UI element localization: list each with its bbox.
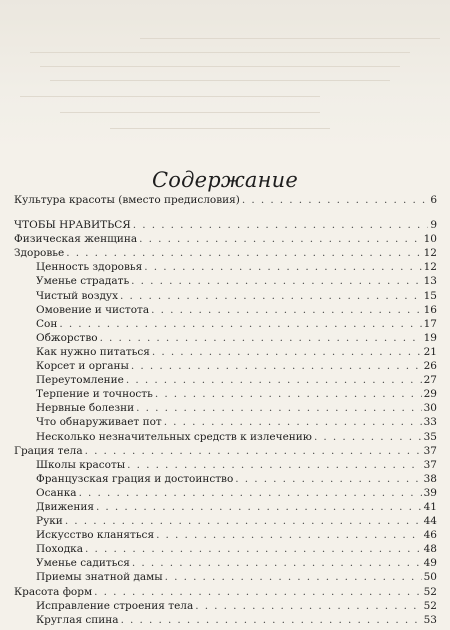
toc-entry[interactable]: [14, 500, 437, 514]
toc-entry[interactable]: [14, 613, 437, 627]
dot-leader: [96, 500, 422, 514]
toc-entry-page: 52: [423, 585, 437, 598]
toc-entry[interactable]: [14, 401, 437, 415]
toc-entry[interactable]: [14, 246, 437, 260]
toc-entry[interactable]: [14, 373, 437, 387]
toc-entry[interactable]: [14, 585, 437, 599]
toc-entry[interactable]: [14, 303, 437, 317]
toc-entry-title: Приемы знатной дамы: [36, 571, 163, 584]
toc-entry-page: 33: [423, 416, 437, 429]
toc-entry-page: 15: [423, 289, 437, 302]
dot-leader: [242, 193, 428, 207]
dot-leader: [65, 514, 422, 528]
dot-leader: [94, 585, 421, 599]
toc-entry-title: Сон: [36, 317, 58, 330]
dot-leader: [151, 303, 421, 317]
dot-leader: [120, 289, 422, 303]
toc-entry-title: Уменье садиться: [36, 557, 130, 570]
toc-entry-page: 44: [423, 515, 437, 528]
dot-leader: [195, 599, 421, 613]
toc-entry-title: Уменье страдать: [36, 275, 130, 288]
toc-entry-title: Осанка: [36, 486, 77, 499]
toc-entry-title: Ценность здоровья: [36, 261, 143, 274]
toc-entry-title: Искусство кланяться: [36, 529, 155, 542]
toc-entry-page: 49: [423, 557, 437, 570]
dot-leader: [136, 401, 421, 415]
dot-leader: [314, 430, 422, 444]
dot-leader: [131, 274, 421, 288]
toc-entry-page: 37: [423, 444, 437, 457]
dot-leader: [66, 246, 421, 260]
toc-entry-page: 46: [423, 529, 437, 542]
toc-entry-page: 26: [423, 360, 437, 373]
toc-entry-title: Исправление строения тела: [36, 599, 194, 612]
toc-entry-page: 16: [423, 303, 437, 316]
dot-leader: [164, 415, 422, 429]
toc-entry[interactable]: [14, 556, 437, 570]
dot-leader: [144, 260, 421, 274]
toc-entry-page: 12: [423, 261, 437, 274]
toc-entry-title: Несколько незначительных средств к излечению: [36, 430, 312, 443]
dot-leader: [85, 444, 422, 458]
toc-entry[interactable]: [14, 444, 437, 458]
toc-entry[interactable]: [14, 472, 437, 486]
dot-leader: [131, 359, 422, 373]
toc-entry-page: 30: [423, 402, 437, 415]
toc-entry[interactable]: [14, 486, 437, 500]
toc-entry[interactable]: [14, 274, 437, 288]
show-through-background: [0, 0, 450, 150]
toc-entry[interactable]: [14, 570, 437, 584]
toc-entry-title: Походка: [36, 543, 84, 556]
toc-entry-page: 38: [423, 472, 437, 485]
toc-entry-title: Что обнаруживает пот: [36, 416, 162, 429]
toc-entry[interactable]: [14, 359, 437, 373]
toc-entry[interactable]: [14, 514, 437, 528]
dot-leader: [133, 218, 429, 232]
toc-entry-title: Руки: [36, 515, 63, 528]
page-title: Содержание: [151, 168, 299, 192]
toc-entry[interactable]: [14, 232, 437, 246]
toc-entry-page: 41: [423, 500, 437, 513]
toc-entry-title: Обжорство: [36, 331, 98, 344]
dot-leader: [100, 331, 422, 345]
dot-leader: [152, 345, 422, 359]
dot-leader: [85, 542, 422, 556]
toc-entry[interactable]: [14, 289, 437, 303]
dot-leader: [121, 613, 422, 627]
toc-entry-title: Культура красоты (вместо предисловия): [14, 194, 240, 206]
toc-entry[interactable]: [14, 599, 437, 613]
dot-leader: [79, 486, 422, 500]
toc-entry-page: 21: [423, 345, 437, 358]
toc-entry-page: 48: [423, 543, 437, 556]
toc-entry-title: Нервные болезни: [36, 402, 135, 415]
dot-leader: [132, 556, 422, 570]
toc-entry[interactable]: [14, 387, 437, 401]
toc-entry-page: 50: [423, 571, 437, 584]
dot-leader: [127, 458, 421, 472]
dot-leader: [155, 387, 422, 401]
toc-entry-title: Движения: [36, 500, 94, 513]
toc-entry-title: Круглая спина: [36, 613, 119, 626]
toc-entry-page: 6: [430, 194, 437, 206]
toc-entry-page: 13: [423, 275, 437, 288]
toc-entry-page: 17: [423, 317, 437, 330]
toc-entry[interactable]: [14, 458, 437, 472]
toc-entry[interactable]: [14, 528, 437, 542]
dot-leader: [126, 373, 422, 387]
dot-leader: [59, 317, 421, 331]
toc-entry-page: 37: [423, 458, 437, 471]
toc-entry[interactable]: [14, 193, 437, 207]
toc-entry-page: 53: [423, 613, 437, 626]
toc-entry-title: Красота форм: [14, 585, 93, 598]
table-of-contents: [14, 193, 437, 627]
toc-entry-title: Корсет и органы: [36, 360, 129, 373]
toc-entry-page: 27: [423, 374, 437, 387]
toc-entry-title: Омовение и чистота: [36, 303, 150, 316]
toc-entry[interactable]: [14, 415, 437, 429]
toc-entry-title: Физическая женщина: [14, 233, 138, 246]
toc-entry-page: 10: [423, 233, 437, 246]
toc-entry-page: 19: [423, 331, 437, 344]
toc-entry[interactable]: [14, 260, 437, 274]
toc-entry-title: Здоровье: [14, 247, 65, 260]
toc-entry-page: 52: [423, 599, 437, 612]
toc-entry-title: Французская грация и достоинство: [36, 472, 234, 485]
toc-entry[interactable]: [14, 331, 437, 345]
toc-entry-title: Школы красоты: [36, 458, 126, 471]
toc-entry-page: 39: [423, 486, 437, 499]
toc-entry[interactable]: [14, 345, 437, 359]
toc-entry-page: 29: [423, 388, 437, 401]
toc-entry-page: 12: [423, 247, 437, 260]
toc-entry[interactable]: [14, 430, 437, 444]
dot-leader: [139, 232, 421, 246]
toc-entry-title: Как нужно питаться: [36, 345, 150, 358]
toc-entry-title: ЧТОБЫ НРАВИТЬСЯ: [14, 219, 131, 232]
dot-leader: [235, 472, 421, 486]
dot-leader: [156, 528, 422, 542]
toc-entry[interactable]: [14, 218, 437, 232]
toc-entry-title: Чистый воздух: [36, 289, 119, 302]
dot-leader: [165, 570, 422, 584]
toc-entry-title: Переутомление: [36, 374, 124, 387]
toc-entry-page: 35: [423, 430, 437, 443]
toc-entry[interactable]: [14, 317, 437, 331]
toc-entry-title: Терпение и точность: [36, 388, 153, 401]
toc-entry[interactable]: [14, 542, 437, 556]
toc-entry-page: 9: [430, 219, 437, 232]
toc-entry-title: Грация тела: [14, 444, 83, 457]
